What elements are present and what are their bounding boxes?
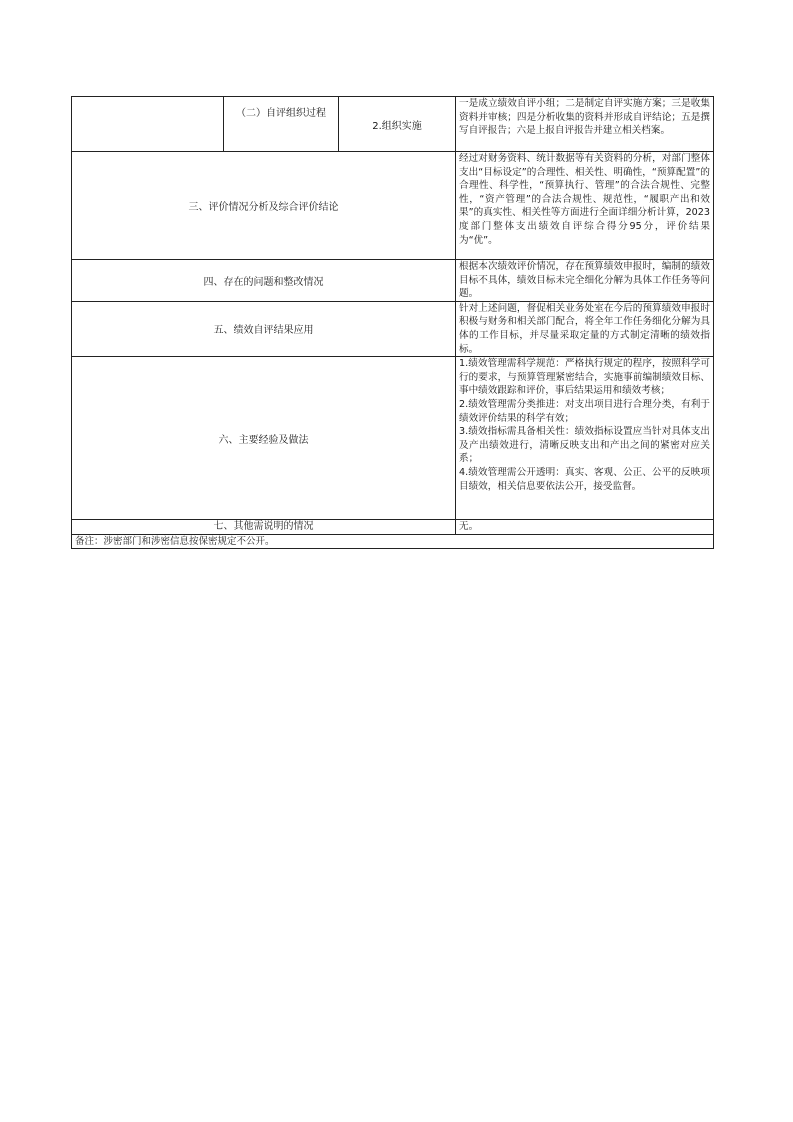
other-content-cell xyxy=(456,520,714,535)
experience-item: 4.绩效管理需公开透明：真实、客观、公正、公平的反映项目绩效，相关信息要依法公开，接受监督。 xyxy=(459,466,710,492)
problems-content-cell xyxy=(456,260,714,302)
experience-item: 3.绩效指标需具备相关性：绩效指标设置应当针对具体支出及产出绩效进行，清晰反映支出和产出之间的紧密对应关系； xyxy=(459,426,710,465)
content-text: 经过对财务资料、统计数据等有关资料的分析，对部门整体支出“目标设定”的合理性、相关性、明确性，“预算配置”的合理性、科学性，“预算执行、管理”的合法合规性、完整性，“资产管理”的合法合规性、规范性，“履职产出和效果”的真实性、相关性等方面进行全面详细分析计算，2023度部门整体支出绩效自评综合得分95分，评价结果为“优”。 xyxy=(459,153,710,246)
group-label-cell: （二）自评组织过程 xyxy=(224,97,339,152)
self-evaluation-table xyxy=(71,96,714,549)
table-row-application xyxy=(72,301,714,356)
footnote: 备注：涉密部门和涉密信息按保密规定不公开。 xyxy=(72,534,714,548)
content-text: 针对上述问题，督促相关业务处室在今后的预算绩效申报时积极与财务和相关部门配合，将全年工作任务细化分解为具体的工作目标，并尽量采取定量的方式制定清晰的绩效指标。 xyxy=(459,302,710,355)
table-row-footnote xyxy=(72,534,714,548)
table-row-process xyxy=(72,97,714,152)
table-row-problems xyxy=(72,260,714,302)
step-label-cell: 2.组织实施 xyxy=(339,97,456,152)
section-label-conclusion: 三、评价情况分析及综合评价结论 xyxy=(72,152,456,260)
conclusion-content-cell xyxy=(456,152,714,260)
table-row-conclusion xyxy=(72,152,714,260)
table-row-experience xyxy=(72,357,714,520)
experience-item: 2.绩效管理需分类推进：对支出项目进行合理分类，有利于绩效评价结果的科学有效； xyxy=(459,398,710,424)
section-label-problems: 四、存在的问题和整改情况 xyxy=(72,260,456,302)
blank-cell xyxy=(72,97,224,152)
experience-item: 1.绩效管理需科学规范：严格执行规定的程序，按照科学可行的要求，与预算管理紧密结合，实施事前编制绩效目标、事中绩效跟踪和评价，事后结果运用和绩效考核； xyxy=(459,358,710,397)
section-label-other: 七、其他需说明的情况 xyxy=(72,520,456,535)
application-content-cell xyxy=(456,301,714,356)
section-label-application: 五、绩效自评结果应用 xyxy=(72,301,456,356)
process-content-cell xyxy=(456,97,714,152)
content-text: 无。 xyxy=(459,521,479,533)
content-text: 一是成立绩效自评小组；二是制定自评实施方案；三是收集资料并审核；四是分析收集的资料并形成自评结论；五是撰写自评报告；六是上报自评报告并建立相关档案。 xyxy=(459,98,710,137)
evaluation-table-sheet xyxy=(71,96,713,549)
content-text: 根据本次绩效评价情况，存在预算绩效申报时，编制的绩效目标不具体，绩效目标未完全细化分解为具体工作任务等问题。 xyxy=(459,261,710,300)
section-label-experience: 六、主要经验及做法 xyxy=(72,357,456,520)
table-row-other xyxy=(72,520,714,535)
experience-content-cell xyxy=(456,357,714,520)
